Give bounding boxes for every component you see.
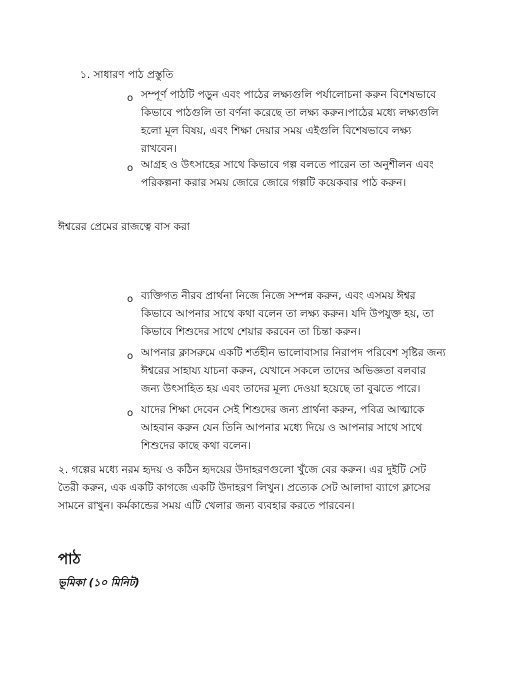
lesson-heading: পাঠ (58, 550, 81, 568)
text-line: ঈশ্বরের সাহায্য যাচনা করুন, যেখানে সকলে তাদের অভিজ্ঞতা বলবার (141, 365, 426, 377)
prep-bullet-1 (141, 86, 439, 158)
text-line: হলো মূল বিষয়, এবং শিক্ষা দেয়ার সময় এইগুলি বিশেষভাবে লক্ষ্য (141, 125, 412, 137)
text-line: সম্পূর্ণ পাঠটি পড়ুন এবং পাঠের লক্ষ্যগুলি পর্যালোচনা করুন বিশেষভাবে (141, 89, 437, 101)
text-line: কিভাবে পাঠগুলি তা বর্ণনা করেছে তা লক্ষ্য করুন।পাঠের মধ্যে লক্ষ্যগুলি (141, 107, 439, 119)
text-line: আপনার ক্লাসরুমে একটি শর্তহীন ভালোবাসার নিরাপদ পরিবেশ সৃষ্টির জন্য (141, 347, 446, 359)
text-line: কিভাবে আপনার সাথে কথা বলেন তা লক্ষ্য করুন। যদি উপযুক্ত হয়, তা (141, 308, 434, 320)
text-line: শিশুদের কাছে কথা বলেন। (141, 440, 251, 452)
section-title: ঈশ্বরের প্রেমের রাজত্বে বাস করা (58, 221, 190, 233)
intro-subheading: ভূমিকা (১০ মিনিট) (58, 577, 140, 589)
bullet-marker: o (127, 294, 134, 305)
kingdom-bullet-3 (141, 401, 424, 455)
text-line: পরিকল্পনা করার সময় জোরে জোরে গল্পটি কয়েকবার পাঠ করুন। (141, 177, 407, 189)
text-line: কিভাবে শিশুদের সাথে শেয়ার করবেন তা চিন্তা করুন। (141, 326, 361, 338)
text-line: যাদের শিক্ষা দেবেন সেই শিশুদের জন্য প্রার্থনা করুন, পবিত্র আত্মাকে (141, 404, 425, 416)
bullet-marker: o (127, 408, 134, 419)
kingdom-bullet-2 (141, 344, 446, 398)
text-line: তৈরী করুন, এক একটি কাগজে একটি উদাহরণ লিখুন। প্রত্যেক সেট আলাদা ব্যাগে ক্লাসের (58, 482, 431, 494)
text-line: আগ্রহ ও উৎসাহের সাথে কিভাবে গল্প বলতে পারেন তা অনুশীলন এবং (141, 159, 434, 171)
numbered-item-2 (58, 461, 431, 515)
bullet-marker: o (127, 351, 134, 362)
kingdom-bullet-1 (141, 287, 434, 341)
text-line: ২. গল্পের মধ্যে নরম হৃদয় ও কঠিন হৃদয়ের উদাহরণগুলো খুঁজে বের করুন। এর দুইটি সেট (58, 464, 427, 476)
text-line: রাখবেন। (141, 143, 177, 155)
prep-bullet-2 (141, 156, 434, 192)
text-line: ব্যক্তিগত নীরব প্রার্থনা নিজে নিজে সম্পন্ন করুন, এবং এসময় ঈশ্বর (141, 290, 416, 302)
numbered-item-1: ১. সাধারণ পাঠ প্রস্তুতি (80, 69, 174, 81)
text-line: জন্য উৎসাহিত হয় এবং তাদের মূল্য দেওয়া হয়েছে তা বুঝতে পারে। (141, 383, 421, 395)
bullet-marker: o (127, 163, 134, 174)
text-line: আহবান করুন যেন তিনি আপনার মধ্যে দিয়ে ও আপনার সাথে সাথে (141, 422, 423, 434)
text-line: সামনে রাখুন। কর্মকান্ডের সময় এটি খেলার জন্য ব্যবহার করতে পারবেন। (58, 500, 355, 512)
bullet-marker: o (127, 93, 134, 104)
